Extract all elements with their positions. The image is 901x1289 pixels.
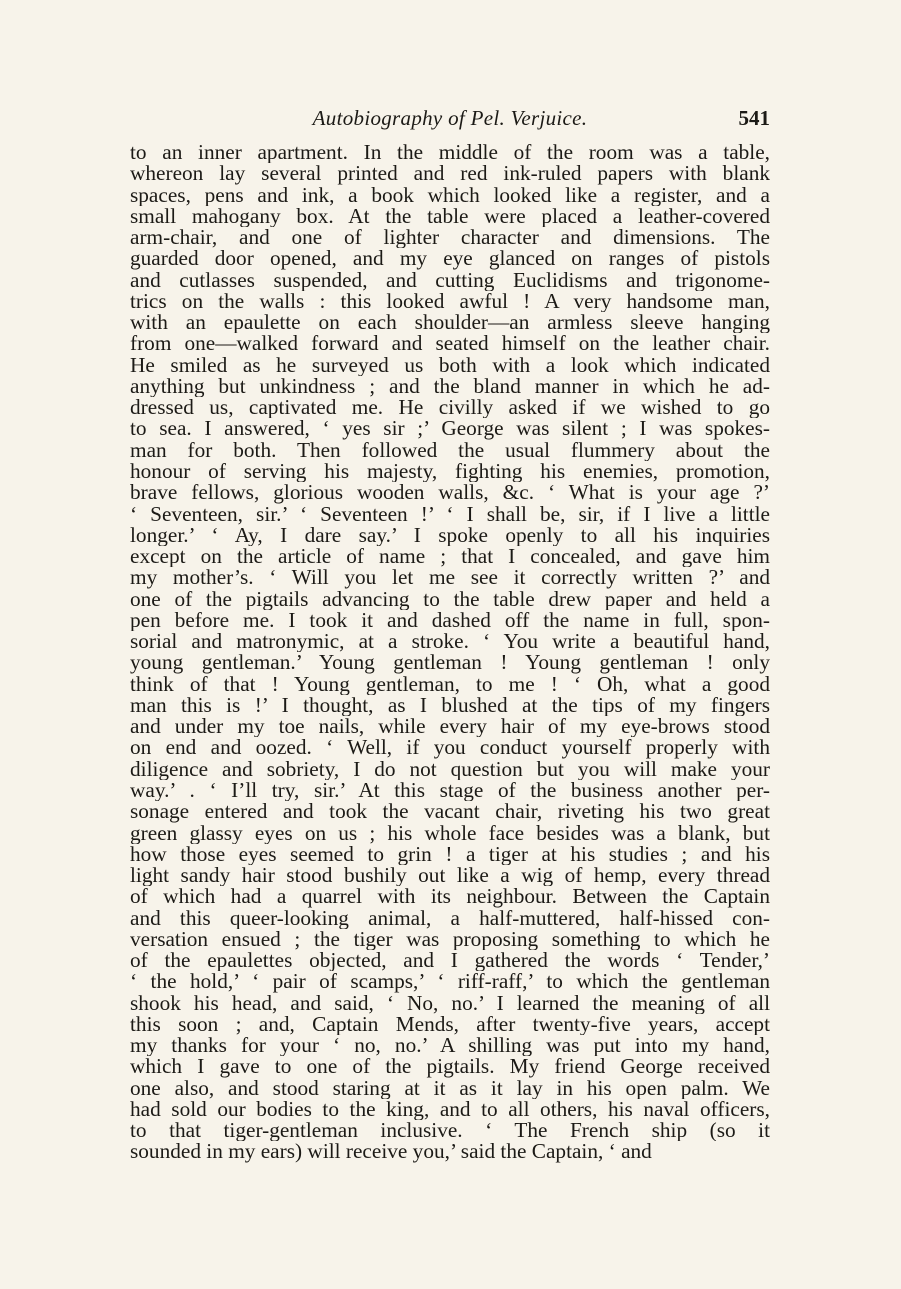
text-line: ‘ Seventeen, sir.’ ‘ Seventeen !’ ‘ I shall be, sir, if I live a little [130,503,770,525]
text-line: sounded in my ears) will receive you,’ said the Captain, ‘ and [130,1141,652,1163]
text-line: He smiled as he surveyed us both with a look which indicated [130,354,770,376]
text-line: light sandy hair stood bushily out like a wig of hemp, every thread [130,865,770,887]
text-line: way.’ . ‘ I’ll try, sir.’ At this stage of the business another per- [130,779,770,802]
text-line: trics on the walls : this looked awful ! A very handsome man, [130,290,770,313]
text-line: to sea. I answered, ‘ yes sir ;’ George was silent ; I was spokes- [130,418,770,440]
body-text [130,142,770,1163]
text-line: one of the pigtails advancing to the table drew paper and held a [130,588,770,610]
text-line: green glassy eyes on us ; his whole face besides was a blank, but [130,822,770,844]
text-line: except on the article of name ; that I concealed, and gave him [130,546,770,568]
text-line: with an epaulette on each shoulder—an armless sleeve hanging [130,312,770,334]
text-line: shook his head, and said, ‘ No, no.’ I learned the meaning of all [130,992,770,1014]
text-line: young gentleman.’ Young gentleman ! Young gentleman ! only [130,652,770,674]
text-line: sorial and matronymic, at a stroke. ‘ You write a beautiful hand, [130,631,770,653]
text-line: guarded door opened, and my eye glanced on ranges of pistols [130,248,770,270]
text-line: which I gave to one of the pigtails. My friend George received [130,1056,770,1078]
running-head-title: Autobiography of Pel. Verjuice. [312,106,588,130]
text-line: spaces, pens and ink, a book which looked like a register, and a [130,184,770,206]
text-line: how those eyes seemed to grin ! a tiger at his studies ; and his [130,843,770,866]
text-line: whereon lay several printed and red ink-ruled papers with blank [130,163,770,185]
text-line: ‘ the hold,’ ‘ pair of scamps,’ ‘ riff-raff,’ to which the gentleman [130,971,770,993]
text-line: arm-chair, and one of lighter character and dimensions. The [130,227,770,249]
text-line: to an inner apartment. In the middle of the room was a table, [130,142,770,164]
text-line: to that tiger-gentleman inclusive. ‘ The French ship (so it [130,1120,770,1142]
text-line: of which had a quarrel with its neighbour. Between the Captain [130,886,770,908]
text-line: of the epaulettes objected, and I gathered the words ‘ Tender,’ [130,950,770,972]
text-line: my thanks for your ‘ no, no.’ A shilling was put into my hand, [130,1035,770,1057]
text-line: my mother’s. ‘ Will you let me see it correctly written ?’ and [130,567,770,589]
text-line: honour of serving his majesty, fighting his enemies, promotion, [130,460,770,483]
text-line: one also, and stood staring at it as it lay in his open palm. We [130,1077,770,1099]
text-line: had sold our bodies to the king, and to all others, his naval officers, [130,1098,770,1121]
text-line: brave fellows, glorious wooden walls, &c. ‘ What is your age ?’ [130,482,770,504]
text-line: man for both. Then followed the usual flummery about the [130,439,770,461]
running-head [130,106,770,136]
text-line: and cutlasses suspended, and cutting Euclidisms and trigonome- [130,269,770,291]
text-line: sonage entered and took the vacant chair, riveting his two great [130,801,770,823]
page-number: 541 [738,106,770,130]
text-line: longer.’ ‘ Ay, I dare say.’ I spoke openly to all his inquiries [130,524,770,547]
text-line: on end and oozed. ‘ Well, if you conduct yourself properly with [130,737,770,759]
text-line: dressed us, captivated me. He civilly asked if we wished to go [130,397,770,419]
text-line: and this queer-looking animal, a half-muttered, half-hissed con- [130,907,770,929]
text-line: pen before me. I took it and dashed off the name in full, spon- [130,609,770,632]
text-line: man this is !’ I thought, as I blushed at the tips of my fingers [130,694,770,717]
text-line: from one—walked forward and seated himself on the leather chair. [130,333,770,355]
text-line: anything but unkindness ; and the bland manner in which he ad- [130,375,770,398]
text-line: think of that ! Young gentleman, to me ! ‘ Oh, what a good [130,673,770,695]
text-line: diligence and sobriety, I do not question but you will make your [130,758,770,780]
text-line: and under my toe nails, while every hair of my eye-brows stood [130,716,770,738]
text-line: this soon ; and, Captain Mends, after twenty-five years, accept [130,1013,770,1036]
text-line: versation ensued ; the tiger was proposing something to which he [130,928,770,951]
text-line: small mahogany box. At the table were placed a leather-covered [130,205,770,228]
